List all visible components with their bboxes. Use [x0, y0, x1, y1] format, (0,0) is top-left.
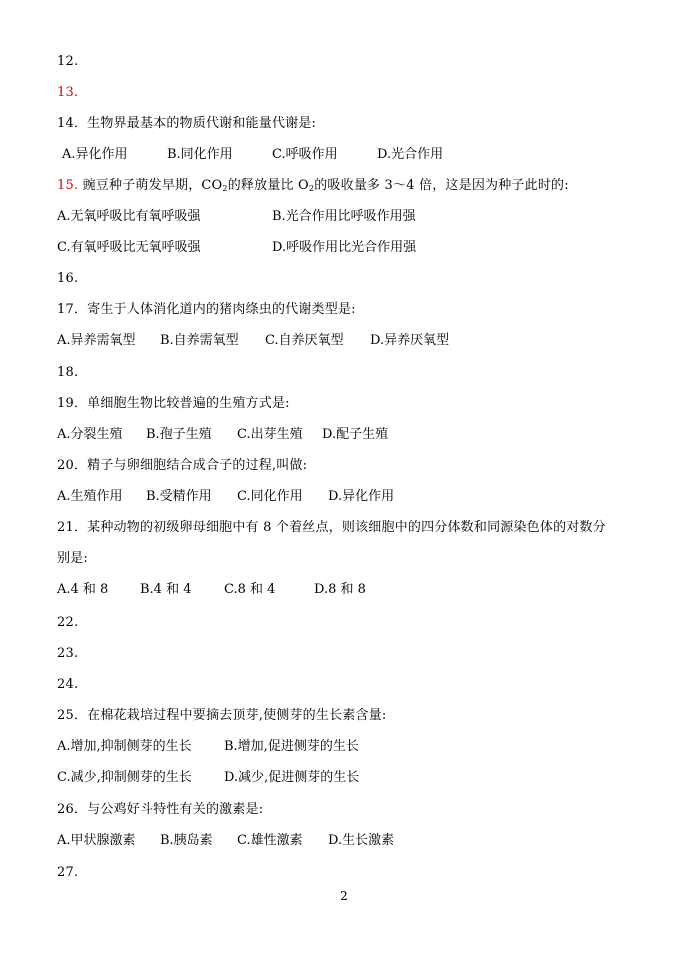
question-23: 23.: [57, 646, 79, 661]
option-a: A.分裂生殖: [57, 427, 123, 442]
question-21-continued: 别是:: [57, 551, 88, 566]
option-a: A.异化作用: [62, 147, 128, 162]
question-22: 22.: [57, 615, 79, 630]
question-21: 21．某种动物的初级卵母细胞中有 8 个着丝点，则该细胞中的四分体数和同源染色体的对数分: [57, 520, 606, 535]
option-c: C.自养厌氧型: [265, 333, 344, 348]
option-d: D.异化作用: [328, 489, 395, 504]
option-d: D.异养厌氧型: [370, 333, 450, 348]
question-15-number: 15.: [57, 178, 79, 193]
option-c: C.有氧呼吸比无氧呼吸强: [57, 240, 201, 255]
question-13: 13.: [57, 85, 79, 100]
subscript: 2: [308, 184, 315, 193]
question-14: 14．生物界最基本的物质代谢和能量代谢是:: [57, 116, 317, 131]
question-15-text-c: 的吸收量多 3～4 倍，这是因为种子此时的:: [314, 178, 569, 193]
option-d: D.8 和 8: [314, 582, 366, 597]
option-d: D.减少,促进侧芽的生长: [224, 770, 360, 785]
option-b: B.增加,促进侧芽的生长: [224, 739, 359, 754]
option-d: D.配子生殖: [322, 427, 389, 442]
option-c: C.8 和 4: [224, 582, 276, 597]
option-a: A.异养需氧型: [57, 333, 136, 348]
option-b: B.胰岛素: [160, 833, 213, 848]
subscript: 2: [222, 184, 228, 193]
option-b: B.自养需氧型: [160, 333, 239, 348]
question-24: 24.: [57, 677, 79, 692]
question-17: 17．寄生于人体消化道内的猪肉绦虫的代谢类型是:: [57, 302, 356, 317]
option-c: C.呼吸作用: [272, 147, 338, 162]
question-15-text-b: 的释放量比 O: [227, 178, 309, 193]
question-18: 18.: [57, 365, 79, 380]
option-a: A.无氧呼吸比有氧呼吸强: [57, 209, 201, 224]
question-12: 12.: [57, 54, 79, 69]
option-c: C.同化作用: [237, 489, 303, 504]
option-d: D.光合作用: [377, 147, 444, 162]
option-b: B.4 和 4: [140, 582, 192, 597]
question-25: 25．在棉花栽培过程中要摘去顶芽,使侧芽的生长素含量:: [57, 708, 387, 723]
question-16: 16.: [57, 271, 79, 286]
option-c: C.出芽生殖: [237, 427, 303, 442]
option-b: B.同化作用: [167, 147, 233, 162]
option-b: B.光合作用比呼吸作用强: [272, 209, 416, 224]
option-a: A.生殖作用: [57, 489, 123, 504]
option-a: A.甲状腺激素: [57, 833, 136, 848]
option-c: C.雄性激素: [237, 833, 303, 848]
option-c: C.减少,抑制侧芽的生长: [57, 770, 192, 785]
option-d: D.生长激素: [328, 833, 395, 848]
option-a: A.增加,抑制侧芽的生长: [57, 739, 192, 754]
option-b: B.受精作用: [146, 489, 212, 504]
option-b: B.孢子生殖: [146, 427, 212, 442]
question-15: [57, 175, 569, 197]
question-20: 20．精子与卵细胞结合成合子的过程,叫做:: [57, 458, 308, 473]
question-26: 26．与公鸡好斗特性有关的激素是:: [57, 802, 264, 817]
option-d: D.呼吸作用比光合作用强: [272, 240, 417, 255]
page-number: 2: [340, 889, 348, 903]
option-a: A.4 和 8: [57, 582, 109, 597]
question-27: 27.: [57, 865, 79, 880]
question-19: 19．单细胞生物比较普遍的生殖方式是:: [57, 396, 290, 411]
question-15-text-a: 豌豆种子萌发早期，CO: [78, 178, 223, 193]
